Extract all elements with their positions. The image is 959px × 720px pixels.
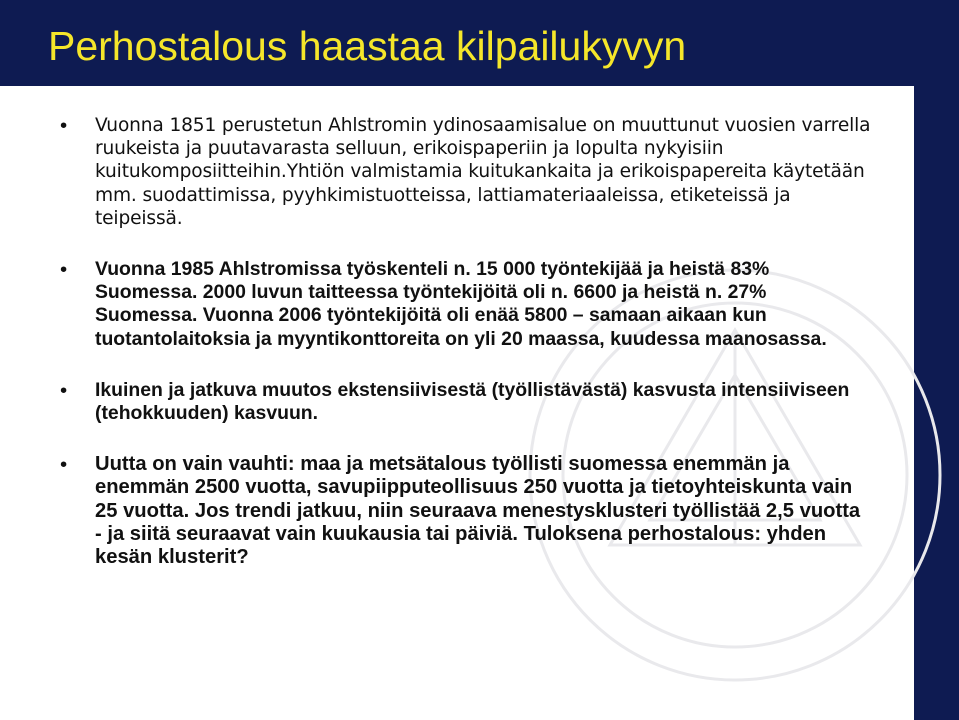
bullet-text: Vuonna 1851 perustetun Ahlstromin ydinosaamisalue on muuttunut vuosien varrella ruukeista ja puutavarasta selluun, erikoispaperiin ja lopulta nykyisiin kuitukomposiitteihin.Yhtiön valmistamia kuitukankaita ja erikoispapereita käytetään mm. suodattimissa, pyyhkimistuotteissa, lattiamateriaaleissa, etiketeissä ja teipeissä. [95, 115, 871, 229]
bullet-item [60, 453, 872, 569]
bullet-marker: • [60, 258, 68, 282]
bullet-item [60, 258, 872, 351]
page-title: Perhostalous haastaa kilpailukyvyn [48, 23, 687, 69]
bullet-text: Ikuinen ja jatkuva muutos ekstensiivisestä (työllistävästä) kasvusta intensiiviseen (tehokkuuden) kasvuun. [95, 378, 850, 425]
bullet-item [60, 379, 872, 425]
bullet-marker: • [60, 378, 68, 402]
bullet-text: Vuonna 1985 Ahlstromissa työskenteli n. 15 000 työntekijää ja heistä 83% Suomessa. 2000 luvun taitteessa työntekijöitä oli n. 6600 ja heistä n. 27% Suomessa. Vuonna 2006 työntekijöitä oli enää 5800 – samaan aikaan kun tuotantolaitoksia ja myyntikonttoreita on yli 20 maassa, kuudessa maanosassa. [95, 258, 827, 350]
bullet-marker: • [60, 453, 68, 477]
bullet-marker: • [60, 114, 68, 137]
bullet-text: Uutta on vain vauhti: maa ja metsätalous työllisti suomessa enemmän ja enemmän 2500 vuotta, savupiipputeollisuus 250 vuotta ja tietoyhteiskunta vain 25 vuotta. Jos trendi jatkuu, niin seuraava menestysklusteri työllistää 2,5 vuotta - ja siitä seuraavat vain kuukausia tai päiviä. Tuloksena perhostalous: yhden kesän klusterit? [95, 453, 861, 569]
bullet-list [60, 114, 872, 569]
bullet-item [60, 114, 872, 230]
